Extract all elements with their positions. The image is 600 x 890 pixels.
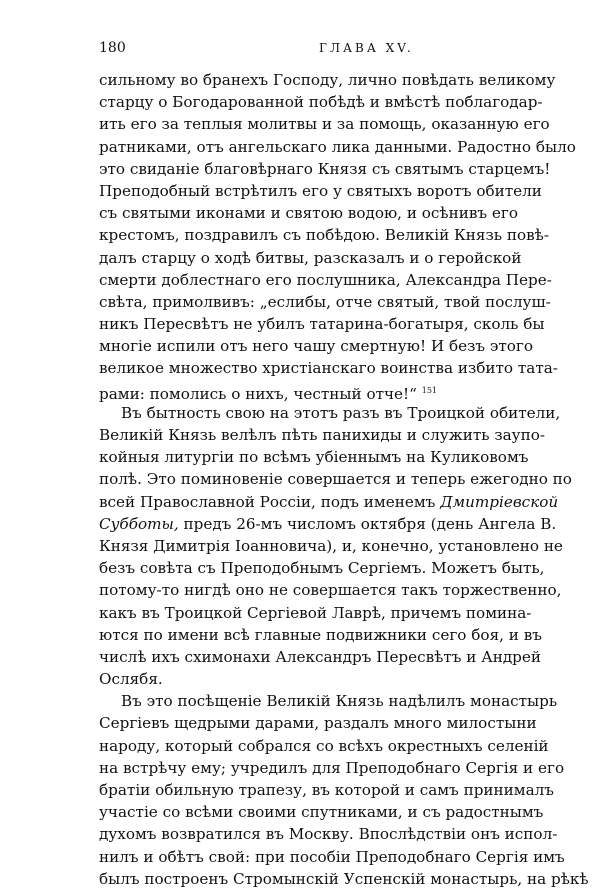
text-line: духомъ возвратился въ Москву. Впослѣдствіи онъ испол- — [99, 825, 558, 844]
text-line: никъ Пересвѣтъ не убилъ татарина-богатыря, сколь бы — [99, 315, 545, 334]
text-line: ются по имени всѣ главные подвижники сего боя, и въ — [99, 625, 542, 644]
text-line: это свиданіе благовѣрнаго Князя съ святымъ старцемъ! — [99, 159, 551, 178]
text-line: далъ старцу о ходѣ битвы, разсказалъ и о геройской — [99, 248, 522, 267]
text-line: свѣта, примолвивъ: „еслибы, отче святый, твой послуш- — [99, 292, 551, 311]
text-line: Въ бытность свою на этотъ разъ въ Троицкой обители, — [121, 403, 561, 422]
text-line: Въ это посѣщеніе Великій Князь надѣлилъ монастырь — [121, 692, 558, 711]
body-text — [99, 69, 589, 890]
text-line: смерти доблестнаго его послушника, Александра Пере- — [99, 270, 552, 289]
page-number: 180 — [99, 40, 126, 56]
italic-term: Субботы, — [99, 514, 179, 533]
text-line: народу, который собрался со всѣхъ окрестныхъ селеній — [99, 736, 549, 755]
text-line — [99, 380, 509, 402]
text-line: братіи обильную трапезу, въ которой и самъ принималъ — [99, 781, 554, 799]
footnote-reference: 151 — [421, 385, 438, 395]
text-line — [99, 491, 559, 513]
text-line — [99, 513, 557, 535]
text-line: великое множество христіанскаго воинства избито тата- — [99, 359, 558, 378]
italic-term: Дмитріевской — [440, 492, 559, 511]
text-line: койныя литургіи по всѣмъ убіеннымъ на Куликовомъ — [99, 448, 529, 467]
page-header — [99, 40, 499, 60]
text-line: съ святыми иконами и святою водою, и осѣнивъ его — [99, 204, 518, 223]
text-line: Князя Димитрія Іоанновича), и, конечно, установлено не — [99, 536, 563, 555]
text-line: Преподобный встрѣтилъ его у святыхъ воротъ обители — [99, 181, 542, 200]
text-line: ить его за теплыя молитвы и за помощь, оказанную его — [99, 115, 550, 134]
text-line: ратниками, отъ ангельскаго лика данными. Радостно было — [99, 137, 576, 156]
text-line: числѣ ихъ схимонахи Александръ Пересвѣтъ и Андрей — [99, 647, 542, 666]
text-line: былъ построенъ Стромынскій Успенскій монастырь, на рѣкѣ — [99, 869, 589, 888]
quote-end-text: рами: помолись о нихъ, честный отче!“ — [99, 384, 417, 403]
chapter-title: ГЛАВА XV. — [319, 41, 414, 55]
text-line: полѣ. Это поминовеніе совершается и теперь ежегодно по — [99, 470, 572, 489]
text-line: Сергіевъ щедрыми дарами, раздалъ много милостыни — [99, 714, 537, 733]
text-line: потому-то нигдѣ оно не совершается такъ торжественно, — [99, 581, 562, 600]
text-line: безъ совѣта съ Преподобнымъ Сергіемъ. Можетъ быть, — [99, 559, 545, 578]
text-segment: всей Православной Россіи, подъ именемъ — [99, 492, 436, 511]
text-line: крестомъ, поздравилъ съ побѣдою. Великій Князь повѣ- — [99, 226, 549, 245]
text-line: сильному во бранехъ Господу, лично повѣдать великому — [99, 71, 556, 89]
text-line: на встрѣчу ему; учредилъ для Преподобнаго Сергія и его — [99, 758, 565, 777]
text-line: Ослябя. — [99, 670, 163, 689]
text-segment: предъ 26-мъ числомъ октября (день Ангела В. — [178, 514, 557, 533]
text-line: многіе испили отъ него чашу смертную! И безъ этого — [99, 337, 534, 356]
text-line: Великій Князь велѣлъ пѣть панихиды и служить заупо- — [99, 426, 545, 444]
text-line: какъ въ Троицкой Сергіевой Лаврѣ, причемъ помина- — [99, 603, 532, 622]
text-line: старцу о Богодарованной побѣдѣ и вмѣстѣ поблагодар- — [99, 93, 543, 112]
text-line: нилъ и обѣтъ свой: при пособіи Преподобнаго Сергія имъ — [99, 847, 565, 866]
text-line: участіе со всѣми своими спутниками, и съ радостнымъ — [99, 803, 544, 822]
